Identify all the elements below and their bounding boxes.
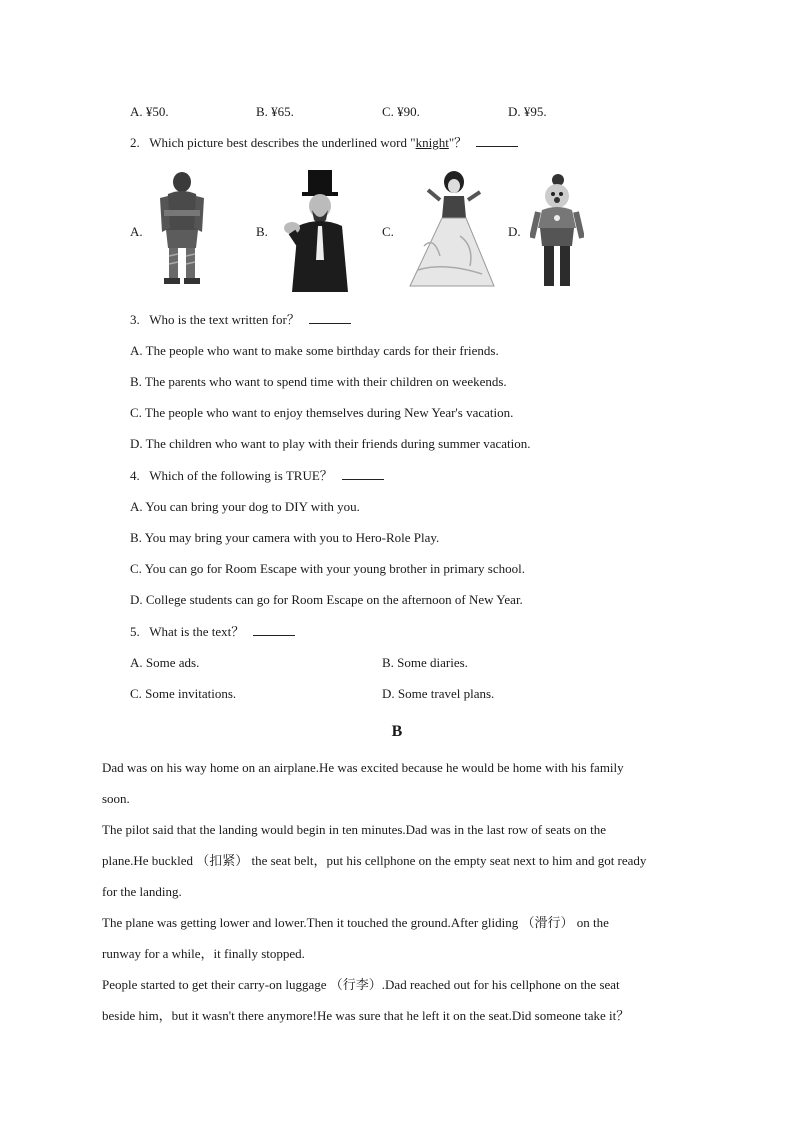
q2-answer-blank: [476, 135, 518, 147]
q3-question: [130, 312, 351, 328]
q3-option-c: C. The people who want to enjoy themselves during New Year's vacation.: [130, 405, 514, 420]
q1-option-d: D. ¥95.: [508, 104, 547, 119]
q4-option-b: B. You may bring your camera with you to Hero-Role Play.: [130, 530, 440, 545]
princess-figure-image: [404, 166, 496, 292]
q2-picture-label-b: B.: [256, 224, 268, 239]
q4-number: 4.: [130, 468, 140, 483]
q5-option-a: A. Some ads.: [130, 655, 200, 670]
section-b-title: B: [391, 723, 403, 740]
q2-picture-label-a: A.: [130, 224, 143, 239]
q3-answer-blank: [309, 312, 351, 324]
q1-option-c: C. ¥90.: [382, 104, 420, 119]
q2-text-after: "？: [448, 135, 468, 150]
q3-text: Who is the text written for？: [149, 312, 300, 327]
knight-figure-image: [150, 168, 214, 292]
q5-option-c: C. Some invitations.: [130, 686, 237, 701]
passage-line: The pilot said that the landing would begin in ten minutes.Dad was in the last row of seats on the: [102, 822, 607, 837]
passage-line: Dad was on his way home on an airplane.He was excited because he would be home with his family: [102, 760, 624, 775]
q4-question: [130, 468, 384, 484]
passage-line: runway for a while，it finally stopped.: [102, 946, 305, 961]
q2-underlined-word: knight: [415, 135, 449, 150]
passage-line: for the landing.: [102, 884, 182, 899]
q5-option-b: B. Some diaries.: [382, 655, 468, 670]
q4-answer-blank: [342, 468, 384, 480]
q5-text: What is the text？: [149, 624, 245, 639]
q3-option-d: D. The children who want to play with their friends during summer vacation.: [130, 436, 531, 451]
q2-picture-label-d: D.: [508, 224, 521, 239]
q2-question: [130, 135, 518, 151]
q3-option-a: A. The people who want to make some birthday cards for their friends.: [130, 343, 499, 358]
q2-picture-label-c: C.: [382, 224, 394, 239]
passage-line: soon.: [102, 791, 130, 806]
q3-number: 3.: [130, 312, 140, 327]
q4-option-c: C. You can go for Room Escape with your young brother in primary school.: [130, 561, 526, 576]
clown-figure-image: [530, 172, 584, 292]
q2-text-before: Which picture best describes the underlined word ": [149, 135, 416, 150]
q5-answer-blank: [253, 624, 295, 636]
passage-line: People started to get their carry-on luggage （行李）.Dad reached out for his cellphone on the seat: [102, 977, 620, 992]
q1-option-b: B. ¥65.: [256, 104, 294, 119]
q4-option-d: D. College students can go for Room Escape on the afternoon of New Year.: [130, 592, 523, 607]
q4-text: Which of the following is TRUE？: [149, 468, 333, 483]
q5-number: 5.: [130, 624, 140, 639]
passage-line: beside him，but it wasn't there anymore!He was sure that he left it on the seat.Did someone take it？: [102, 1008, 630, 1023]
q3-option-b: B. The parents who want to spend time with their children on weekends.: [130, 374, 507, 389]
q1-option-a: A. ¥50.: [130, 104, 169, 119]
q5-option-d: D. Some travel plans.: [382, 686, 495, 701]
passage-line: The plane was getting lower and lower.Then it touched the ground.After gliding （滑行） on the: [102, 915, 609, 930]
q2-number: 2.: [130, 135, 140, 150]
q4-option-a: A. You can bring your dog to DIY with you.: [130, 499, 360, 514]
q5-question: [130, 624, 295, 640]
passage-line: plane.He buckled （扣紧） the seat belt，put his cellphone on the empty seat next to him and got ready: [102, 853, 647, 868]
top-hat-man-image: [278, 170, 354, 292]
